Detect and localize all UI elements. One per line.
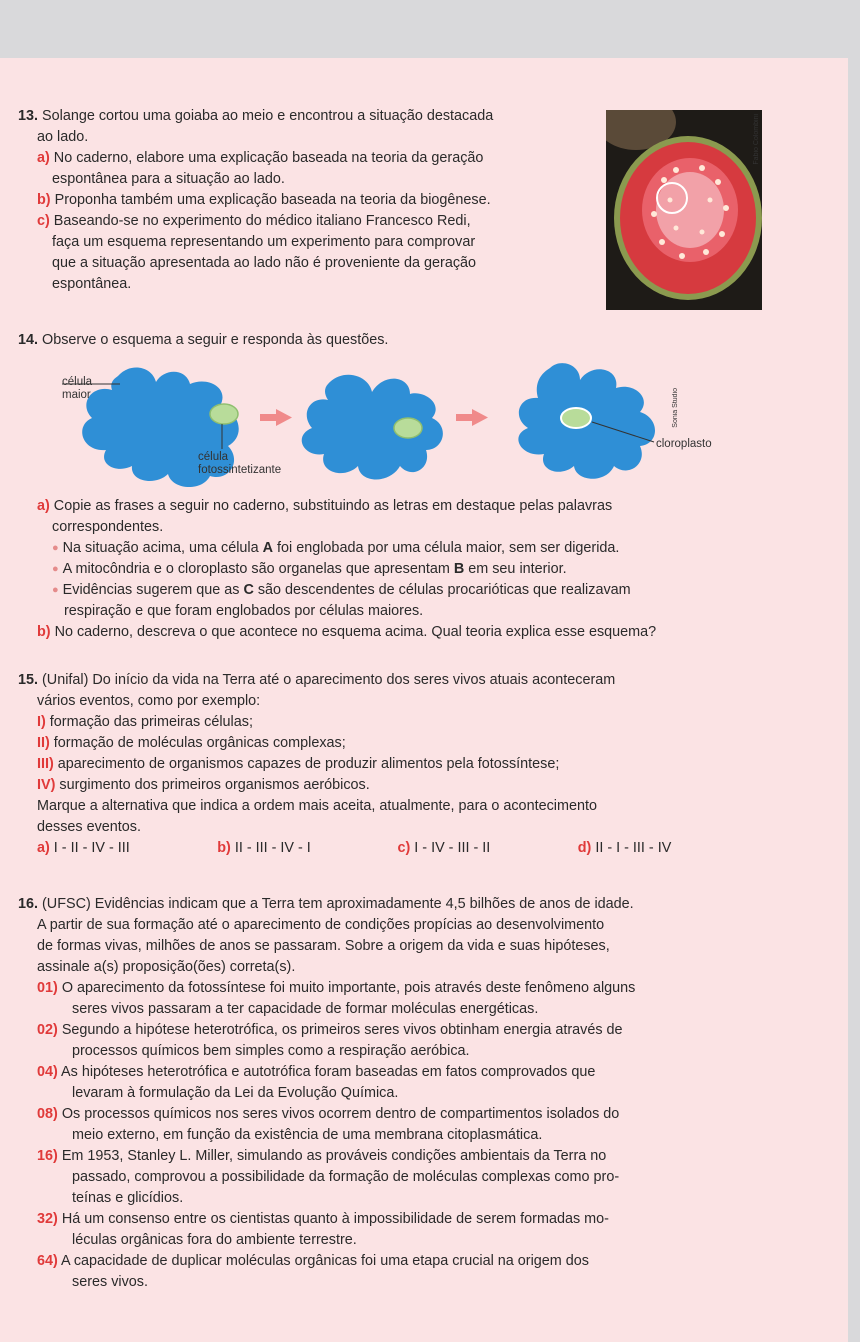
photosynthetic-cell — [210, 404, 238, 424]
item-13b: b) Proponha também uma explicação baseada na teoria da biogênese. — [37, 192, 491, 208]
question-number: 14. — [18, 332, 39, 348]
chloroplast — [561, 408, 591, 428]
item-14a: a) Copie as frases a seguir no caderno, substituindo as letras em destaque pelas palavras — [37, 498, 613, 514]
diagram-credit: Sonia Studio — [672, 388, 679, 428]
photo-credit: Fabio Colombini — [753, 114, 760, 165]
option-b[interactable]: b) II - III - IV - I — [217, 840, 311, 856]
event-item: IV) surgimento dos primeiros organismos aeróbicos. — [37, 777, 370, 793]
guava-illustration — [606, 110, 762, 310]
proposition-16: 16) Em 1953, Stanley L. Miller, simulando as prováveis condições ambientais da Terra no — [37, 1148, 607, 1164]
bullet-item: ● A mitocôndria e o cloroplasto são organelas que apresentam B em seu interior. — [52, 561, 567, 577]
photosynthetic-cell — [394, 418, 422, 438]
arrow-icon — [456, 409, 488, 426]
option-a[interactable]: a) I - II - IV - III — [37, 840, 130, 856]
item-13c: c) Baseando-se no experimento do médico italiano Francesco Redi, — [37, 213, 471, 229]
question-text: Solange cortou uma goiaba ao meio e encontrou a situação destacada — [42, 108, 494, 124]
event-item: I) formação das primeiras células; — [37, 714, 253, 730]
proposition-64: 64) A capacidade de duplicar moléculas orgânicas foi uma etapa crucial na origem dos — [37, 1253, 589, 1269]
question-number: 16. — [18, 896, 39, 912]
option-d[interactable]: d) II - I - III - IV — [577, 840, 672, 856]
question-16: 16. (UFSC) Evidências indicam que a Terra tem aproximadamente 4,5 bilhões de anos de idade. A partir de sua formação até o aparecimento de condições propícias ao desenvolvimento de formas vivas, milhões de anos se passaram. Sobre a origem da vida e suas hipóteses, assinale a(s) proposição(ões) correta(s). 01) O aparecimento da fotossíntese foi muito importante, pois através deste fenômeno alguns seres vivos passaram a ter capacidade de formar moléculas energéticas. 02) Segundo a hipótese heterotrófica, os primeiros seres vivos obtinham energia através de processos químicos bem simples como a respiração aeróbica. 04) As hipóteses heterotrófica e autotrófica foram baseadas em fatos comprovados que levaram à formulação da Lei da Evolução Química. 08) Os processos químicos nos seres vivos ocorrem dentro de compartimentos isolados do meio externo, em função da existência de uma membrana citoplasmática. 16) Em 1953, Stanley L. Miller, simulando as prováveis condições ambientais da Terra no passado, comprovou a possibilidade da formação de moléculas complexas como pro- teínas e glicídios. 32) Há um consenso entre os cientistas quanto à impossibilidade de serem formadas mo- léculas orgânicas fora do ambiente terrestre. 64) A capacidade de duplicar moléculas orgânicas foi uma etapa crucial na origem dos seres vivos. — [18, 894, 758, 1293]
question-number: 15. — [18, 672, 39, 688]
bullet-item: ● Na situação acima, uma célula A foi englobada por uma célula maior, sem ser digerida. — [52, 540, 620, 556]
guava-photo — [606, 110, 762, 310]
proposition-01: 01) O aparecimento da fotossíntese foi muito importante, pois através deste fenômeno alguns — [37, 980, 636, 996]
endosymbiosis-diagram — [60, 354, 760, 489]
event-item: II) formação de moléculas orgânicas complexas; — [37, 735, 346, 751]
textbook-page — [0, 58, 848, 1342]
proposition-32: 32) Há um consenso entre os cientistas quanto à impossibilidade de serem formadas mo- — [37, 1211, 609, 1227]
label-photosynthetic-cell: célula fotossintetizante — [198, 451, 282, 476]
question-14 — [18, 330, 758, 351]
item-13a: a) No caderno, elabore uma explicação baseada na teoria da geração — [37, 150, 484, 166]
label-large-cell: célula maior — [62, 376, 93, 401]
question-15: 15. (Unifal) Do início da vida na Terra até o aparecimento dos seres vivos atuais aconteceram vários eventos, como por exemplo: I) formação das primeiras células; II) formação de moléculas orgânicas complexas; III) aparecimento de organismos capazes de produzir alimentos pela fotossíntese; IV) surgimento dos primeiros organismos aeróbicos. Marque a alternativa que indica a ordem mais aceita, atualmente, para o acontecimento desses eventos. a) I - II - IV - III b) II - III - IV - I c) I - IV - III - II d) II - I - III - IV — [18, 670, 758, 859]
option-c[interactable]: c) I - IV - III - II — [397, 840, 491, 856]
proposition-04: 04) As hipóteses heterotrófica e autotrófica foram baseadas em fatos comprovados que — [37, 1064, 596, 1080]
item-14b: b) No caderno, descreva o que acontece no esquema acima. Qual teoria explica esse esquema? — [37, 624, 657, 640]
question-number: 13. — [18, 108, 39, 124]
arrow-icon — [260, 409, 292, 426]
question-text: Observe o esquema a seguir e responda às questões. — [42, 332, 389, 348]
event-item: III) aparecimento de organismos capazes de produzir alimentos pela fotossíntese; — [37, 756, 560, 772]
answer-options — [18, 838, 758, 859]
question-13: 13. Solange cortou uma goiaba ao meio e encontrou a situação destacada ao lado. a) No caderno, elabore uma explicação baseada na teoria da geração espontânea para a situação ao lado. b) Proponha também uma explicação baseada na teoria da biogênese. c) Baseando-se no experimento do médico italiano Francesco Redi, faça um esquema representando um experimento para comprovar que a situação apresentada ao lado não é proveniente da geração espontânea. — [18, 106, 598, 295]
question-text: ao lado. — [37, 129, 89, 145]
bullet-item: ● Evidências sugerem que as C são descendentes de células procarióticas que realizavam — [52, 582, 631, 598]
question-14-items: a) Copie as frases a seguir no caderno, substituindo as letras em destaque pelas palavras correspondentes. ● Na situação acima, uma célula A foi englobada por uma célula maior, sem ser digerida. ● A mitocôndria e o cloroplasto são organelas que apresentam B em seu interior. ● Evidências sugerem que as C são descendentes de células procarióticas que realizavam respiração e que foram englobados por células maiores. b) No caderno, descreva o que acontece no esquema acima. Qual teoria explica esse esquema? — [18, 496, 758, 643]
proposition-02: 02) Segundo a hipótese heterotrófica, os primeiros seres vivos obtinham energia através de — [37, 1022, 623, 1038]
proposition-08: 08) Os processos químicos nos seres vivos ocorrem dentro de compartimentos isolados do — [37, 1106, 620, 1122]
label-chloroplast: cloroplasto — [656, 438, 712, 450]
